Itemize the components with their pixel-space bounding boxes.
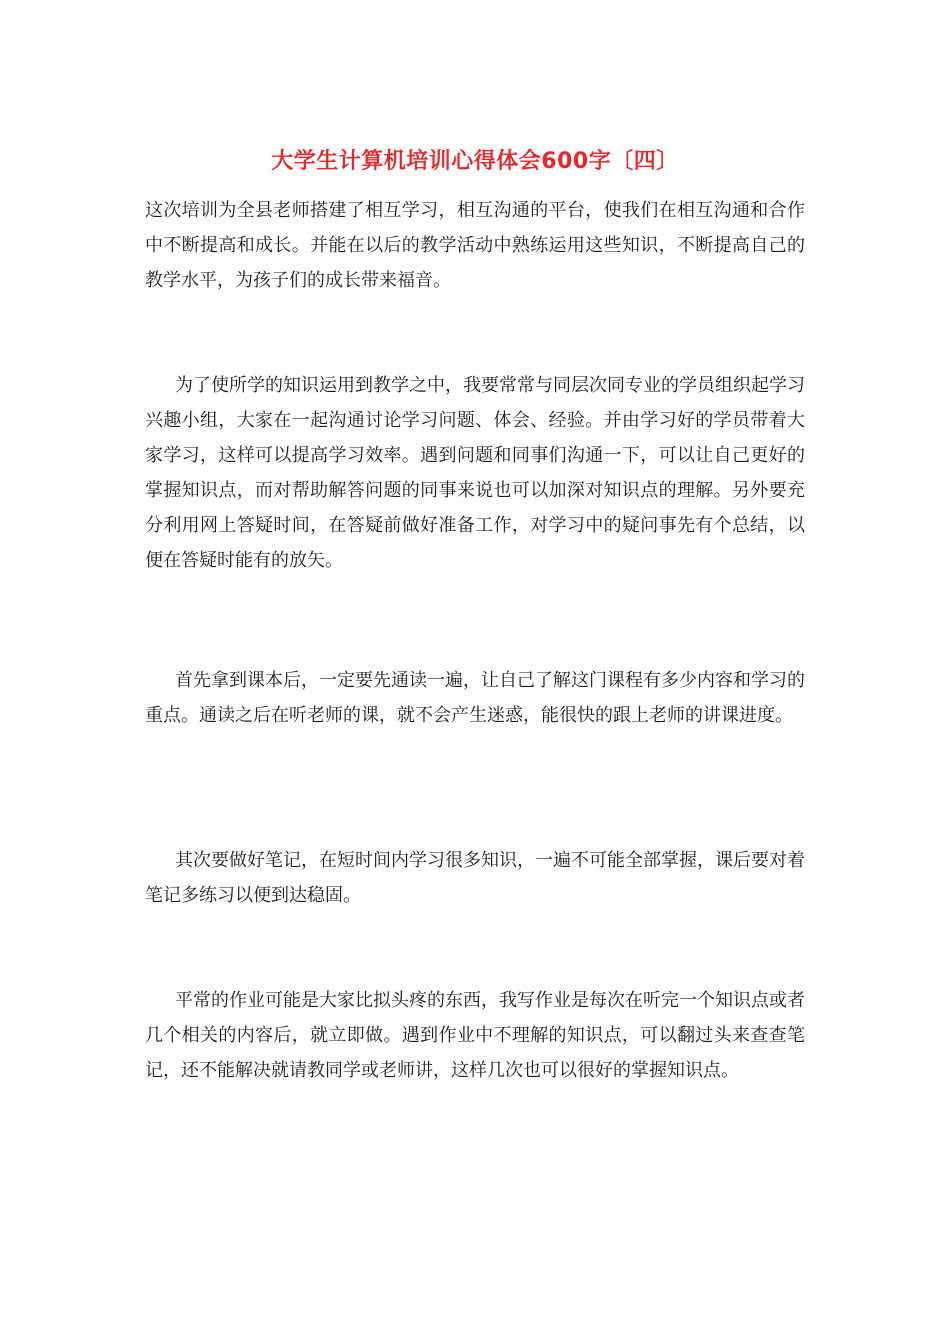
paragraph-intro: 这次培训为全县老师搭建了相互学习，相互沟通的平台，使我们在相互沟通和合作中不断提高和成长。并能在以后的教学活动中熟练运用这些知识，不断提高自己的教学水平，为孩子们的成长带来福音。 [145, 200, 805, 291]
paragraph-study-group: 为了使所学的知识运用到教学之中，我要常常与同层次同专业的学员组织起学习兴趣小组，大家在一起沟通讨论学习问题、体会、经验。并由学习好的学员带着大家学习，这样可以提高学习效率。遇到问题和同事们沟通一下，可以让自己更好的掌握知识点，而对帮助解答问题的同事来说也可以加深对知识点的理解。另外要充分利用网上答疑时间，在答疑前做好准备工作，对学习中的疑问事先有个总结，以便在答疑时能有的放矢。 [145, 375, 805, 571]
paragraph-read-textbook: 首先拿到课本后，一定要先通读一遍，让自己了解这门课程有多少内容和学习的重点。通读之后在听老师的课，就不会产生迷惑，能很快的跟上老师的讲课进度。 [145, 670, 805, 726]
paragraph-homework: 平常的作业可能是大家比拟头疼的东西，我写作业是每次在听完一个知识点或者几个相关的内容后，就立即做。遇到作业中不理解的知识点，可以翻过头来查查笔记，还不能解决就请教同学或老师讲，这样几次也可以很好的掌握知识点。 [145, 990, 805, 1081]
document-title: 大学生计算机培训心得体会600字〔四〕 [271, 149, 679, 174]
paragraph-take-notes: 其次要做好笔记，在短时间内学习很多知识，一遍不可能全部掌握，课后要对着笔记多练习以便到达稳固。 [145, 850, 805, 906]
